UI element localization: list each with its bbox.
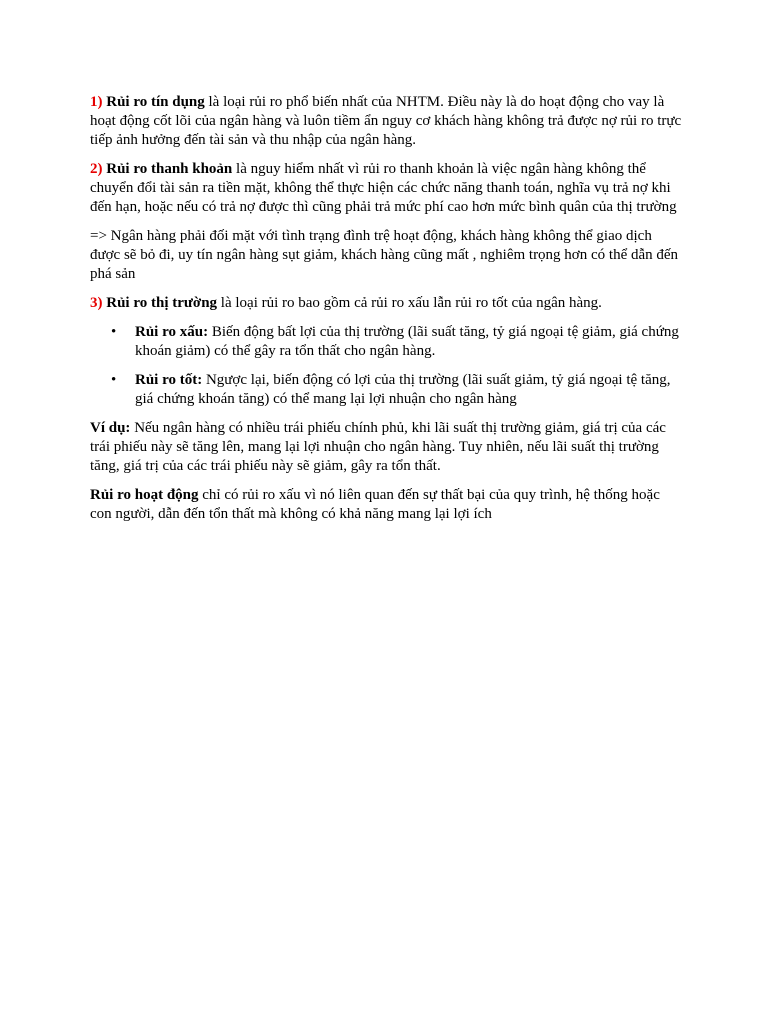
section-number: 2) (90, 161, 103, 177)
term-operational-risk: Rủi ro hoạt động (90, 487, 199, 503)
bullet-icon: • (111, 324, 117, 340)
paragraph-consequence (90, 227, 682, 284)
paragraph-liquidity-risk (90, 160, 682, 217)
paragraph-text: => Ngân hàng phải đối mặt với tình trạng đình trệ hoạt động, khách hàng không thể giao dịch được sẽ bỏ đi, uy tín ngân hàng sụt giảm, khách hàng cũng mất , nghiêm trọng hơn có thể dẫn đến phá sản (90, 228, 679, 282)
paragraph-text: chỉ có rủi ro xấu vì nó liên quan đến sự thất bại của quy trình, hệ thống hoặc con người, dẫn đến tổn thất mà không có khả năng mang lại lợi ích (90, 487, 660, 522)
term-example: Ví dụ: (90, 420, 131, 436)
term-good-risk: Rủi ro tốt: (135, 372, 203, 388)
list-item-text: Biến động bất lợi của thị trường (lãi suất tăng, tỷ giá ngoại tệ giảm, giá chứng khoán giảm) có thể gây ra tổn thất cho ngân hàng. (135, 324, 679, 359)
section-number: 3) (90, 295, 103, 311)
paragraph-text: là loại rủi ro phổ biến nhất của NHTM. Điều này là do hoạt động cho vay là hoạt động cốt lõi của ngân hàng và luôn tiềm ẩn nguy cơ khách hàng không trả được nợ rủi ro trực tiếp ảnh hưởng đến tài sản và thu nhập của ngân hàng. (90, 94, 682, 148)
list-item-text: Ngược lại, biến động có lợi của thị trường (lãi suất giảm, tỷ giá ngoại tệ tăng, giá chứng khoán tăng) có thể mang lại lợi nhuận cho ngân hàng (135, 372, 671, 407)
section-number: 1) (90, 94, 103, 110)
paragraph-text: Nếu ngân hàng có nhiều trái phiếu chính phủ, khi lãi suất thị trường giảm, giá trị của các trái phiếu này sẽ tăng lên, mang lại lợi nhuận cho ngân hàng. Tuy nhiên, nếu lãi suất thị trường tăng, giá trị của các trái phiếu này sẽ giảm, gây ra tổn thất. (90, 420, 666, 474)
paragraph-market-risk (90, 294, 682, 313)
bullet-icon: • (111, 372, 117, 388)
market-risk-list (90, 323, 682, 409)
list-item-good-risk (90, 371, 682, 409)
term-credit-risk: Rủi ro tín dụng (106, 94, 205, 110)
document-page (90, 93, 682, 534)
term-liquidity-risk: Rủi ro thanh khoản (106, 161, 233, 177)
term-market-risk: Rủi ro thị trường (106, 295, 218, 311)
paragraph-text: là nguy hiểm nhất vì rủi ro thanh khoản là việc ngân hàng không thể chuyển đổi tài sản ra tiền mặt, không thể thực hiện các chức năng thanh toán, nghĩa vụ trả nợ khi đến hạn, hoặc nếu có trả nợ được thì cũng phải trả mức phí cao hơn mức bình quân của thị trường (90, 161, 677, 215)
paragraph-credit-risk (90, 93, 682, 150)
term-bad-risk: Rủi ro xấu: (135, 324, 209, 340)
paragraph-example (90, 419, 682, 476)
paragraph-operational-risk (90, 486, 682, 524)
paragraph-text: là loại rủi ro bao gồm cả rủi ro xấu lẫn rủi ro tốt của ngân hàng. (217, 295, 602, 311)
list-item-bad-risk (90, 323, 682, 361)
